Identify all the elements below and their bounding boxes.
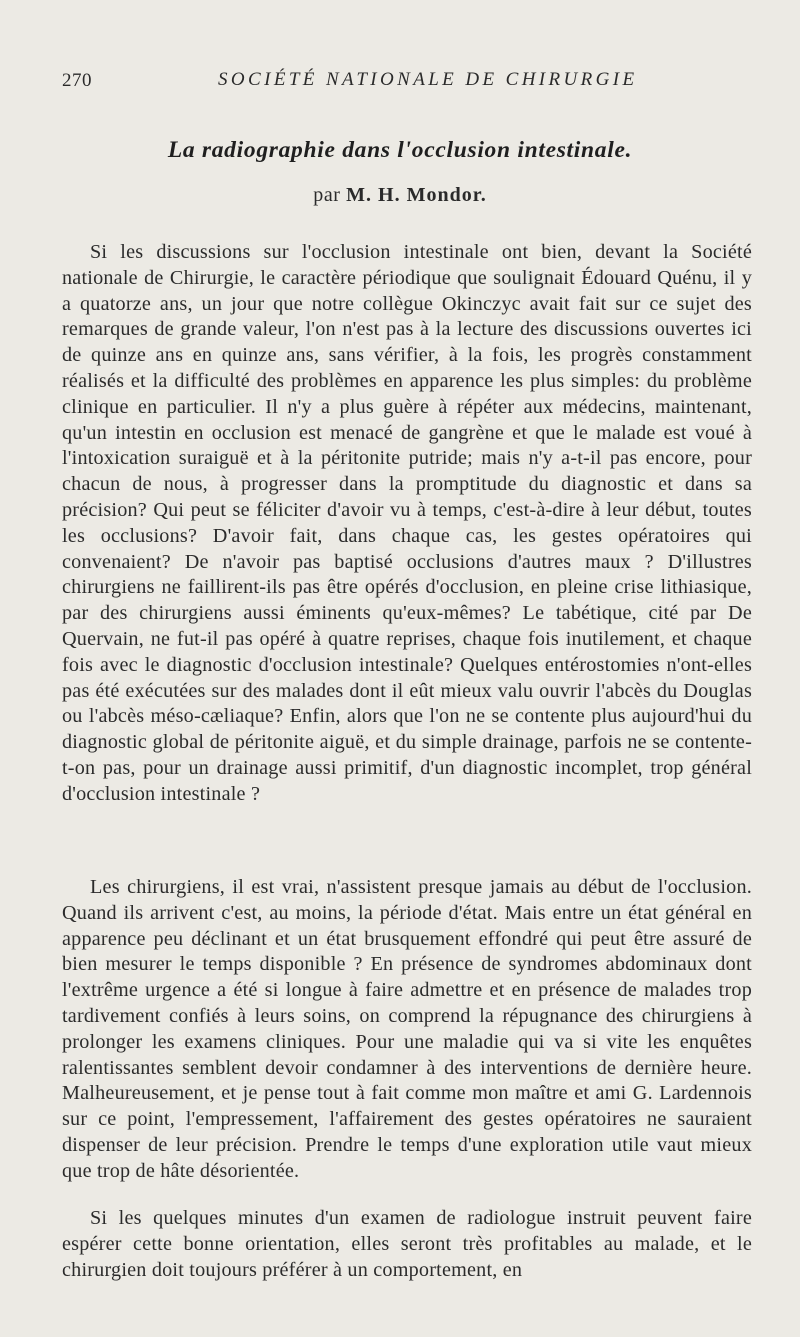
paragraph-text: Si les quelques minutes d'un examen de radiologue instruit peuvent faire espérer cette bonne orientation, elles seront très profitables au malade, et le chirurgien doit toujours préférer à un comportement, en: [62, 1207, 752, 1281]
journal-title: SOCIÉTÉ NATIONALE DE CHIRURGIE: [218, 69, 638, 90]
byline: [0, 184, 800, 207]
author-name: M. H. Mondor.: [346, 184, 487, 206]
paragraph-text: Les chirurgiens, il est vrai, n'assistent presque jamais au début de l'occlusion. Quand ils arrivent c'est, au moins, la période d'état. Mais entre un état général en apparence peu déclinant et un état brusquement effondré qui peut être assuré de bien mesurer le temps disponible ? En présence de syndromes abdominaux dont l'extrême urgence a été si longue à faire admettre et en présence de malades trop tardivement confiés à leurs soins, on comprend la répugnance des chirurgiens à prolonger les examens cliniques. Pour une maladie qui va si vite les enquêtes ralentissantes semblent devoir condamner à des interventions de dernière heure. Malheureusement, et je pense tout à fait comme mon maître et ami G. Lardennois sur ce point, l'empressement, l'affairement des gestes opératoires ne sauraient dispenser de leur précision. Prendre le temps d'une exploration utile vaut mieux que trop de hâte désorientée.: [62, 876, 752, 1182]
article-title: La radiographie dans l'occlusion intestinale.: [167, 137, 633, 163]
paragraph-3: [62, 1206, 752, 1283]
paragraph-1: [62, 240, 752, 808]
paragraph-2: [62, 875, 752, 1185]
running-head: [62, 66, 752, 96]
page-number: 270: [62, 70, 92, 91]
paragraph-text: Si les discussions sur l'occlusion intestinale ont bien, devant la Société nationale de Chirurgie, le caractère périodique que soulignait Édouard Quénu, il y a quatorze ans, un jour que notre collègue Okinczyc avait fait sur ce sujet des remarques de grande valeur, l'on n'est pas à la lecture des discussions ouvertes ici de quinze ans en quinze ans, sans vérifier, à la fois, les progrès constamment réalisés et la difficulté des problèmes en apparence les plus simples: du problème clinique en particulier. Il n'y a plus guère à répéter aux médecins, maintenant, qu'un intestin en occlusion est menacé de gangrène et que le malade est voué à l'intoxication suraiguë et à la péritonite putride; mais n'y a-t-il pas encore, pour chacun de nous, à progresser dans la promptitude du diagnostic et dans sa précision? Qui peut se féliciter d'avoir vu à temps, c'est-à-dire à leur début, toutes les occlusions? D'avoir fait, dans chaque cas, les gestes opératoires qui convenaient? De n'avoir pas baptisé occlusions d'autres maux ? D'illustres chirurgiens ne faillirent-ils pas être opérés d'occlusion, en pleine crise lithiasique, par des chirurgiens aussi éminents qu'eux-mêmes? Le tabétique, cité par De Quervain, ne fut-il pas opéré à quatre reprises, chaque fois inutilement, et chaque fois avec le diagnostic d'occlusion intestinale? Quelques entérostomies n'ont-elles pas été exécutées sur des malades dont il eût mieux valu ouvrir l'abcès du Douglas ou l'abcès méso-cæliaque? Enfin, alors que l'on ne se contente plus aujourd'hui du diagnostic global de péritonite aiguë, et du simple drainage, parfois ne se contente-t-on pas, pour un drainage aussi primitif, d'un diagnostic incomplet, trop général d'occlusion intestinale ?: [62, 241, 752, 805]
byline-prefix: par: [313, 184, 347, 206]
